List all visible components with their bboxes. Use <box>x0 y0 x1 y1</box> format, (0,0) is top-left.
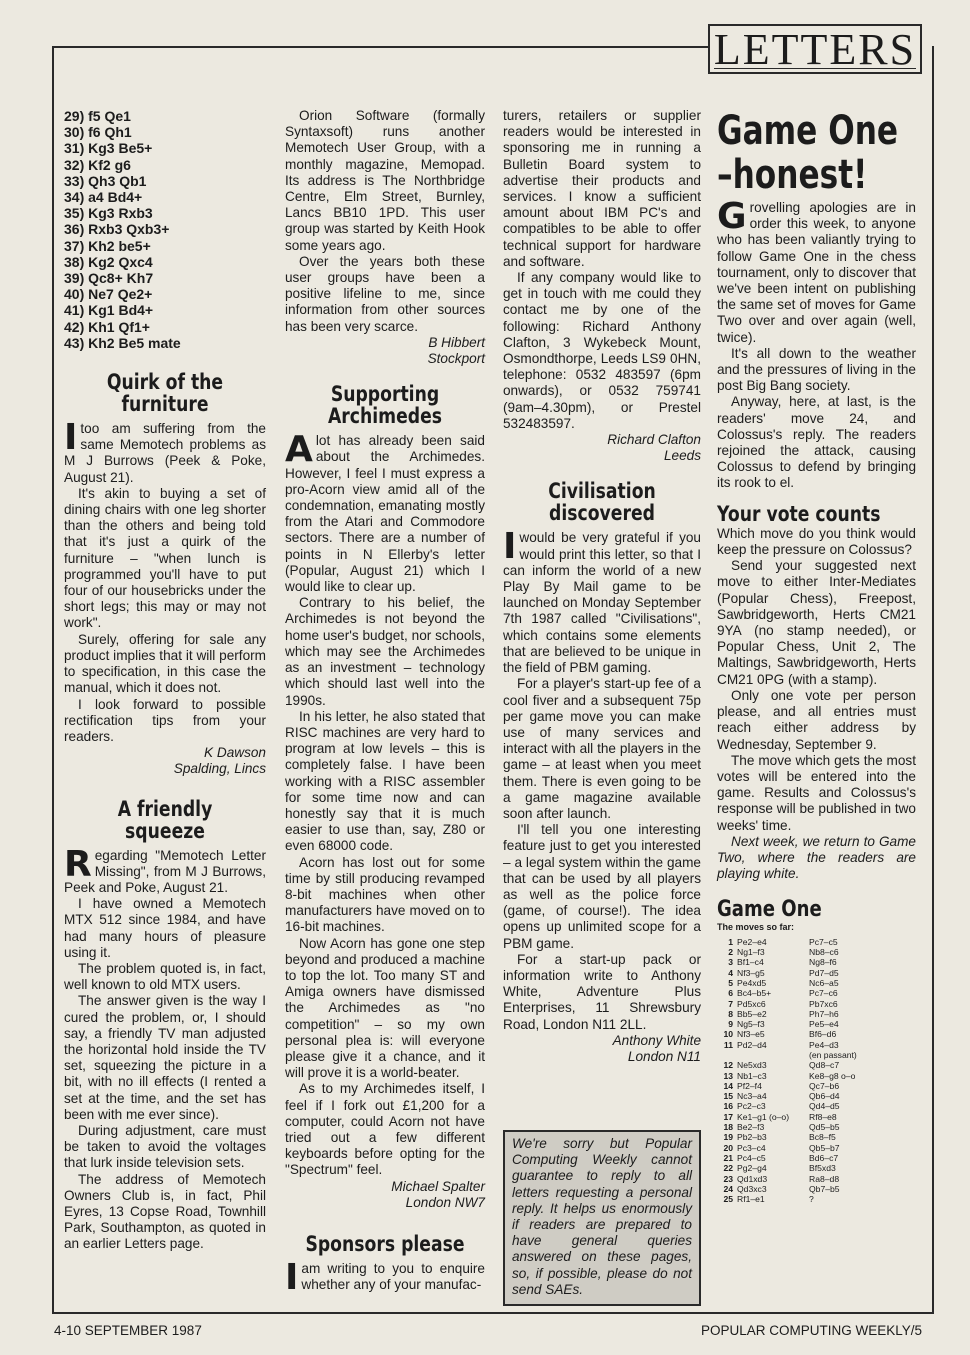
footer-publication: POPULAR COMPUTING WEEKLY/5 <box>700 1323 922 1338</box>
letter-paragraph: Over the years both these user groups have been a positive lifeline to me, since information from other sources has been very scarce. <box>285 253 485 334</box>
chess-move: 41) Kg1 Bd4+ <box>64 302 154 319</box>
move-number: 20 <box>723 1142 733 1153</box>
white-move: Pd5xc6 <box>737 998 766 1009</box>
black-move: Pe5–e4 <box>809 1019 839 1030</box>
chess-move: 33) Qh3 Qb1 <box>64 172 147 189</box>
black-move: Qc7–b6 <box>809 1080 840 1091</box>
chess-move: 37) Kh2 be5+ <box>64 237 151 254</box>
chess-move: 36) Rxb3 Qxb3+ <box>64 221 170 238</box>
white-move: Pc3–c4 <box>737 1142 766 1153</box>
column-1 <box>64 108 266 1253</box>
black-move: Qb5–b7 <box>809 1142 840 1153</box>
signature-name: Anthony White <box>612 1032 701 1048</box>
game-move-row <box>717 1143 857 1153</box>
black-move: Pd7–d5 <box>809 967 839 978</box>
black-move: Bd6–c7 <box>809 1152 839 1163</box>
game-moves-table <box>717 937 857 1205</box>
black-move: Bf5xd3 <box>809 1163 836 1174</box>
signature-place: Stockport <box>427 351 485 367</box>
white-move: Ne5xd3 <box>737 1060 767 1071</box>
drop-cap: A <box>285 429 313 471</box>
black-move: Bc8–f5 <box>809 1132 836 1143</box>
move-number <box>717 1050 737 1060</box>
signature-name: Richard Clafton <box>607 432 701 448</box>
game-moves-subtitle: The moves so far: <box>717 921 795 932</box>
move-number: 13 <box>723 1070 733 1081</box>
signature-name: B Hibbert <box>428 334 485 350</box>
letter-paragraph: Contrary to his belief, the Archimedes is not beyond the home user's budget, nor schools, which may see the Archimedes as an investment – technology which should last well into the 1990s. <box>285 595 485 708</box>
chess-move: 35) Kg3 Rxb3 <box>64 205 153 222</box>
white-move: Be2–f3 <box>737 1122 765 1133</box>
white-move: Nc3–a4 <box>737 1091 767 1102</box>
game-move-row <box>717 1101 857 1111</box>
move-number: 1 <box>728 936 733 947</box>
black-move: Pc7–c6 <box>809 988 838 999</box>
chess-moves-list <box>64 108 266 351</box>
letter-paragraph: Acorn has lost out for some time by still producing revamped 8-bit machines when other manufacturers have moved on to 16-bit machines. <box>285 854 485 935</box>
chess-move: 32) Kf2 g6 <box>64 156 131 173</box>
letter-paragraph: Alot has already been said about the Archimedes. However, I feel I must express a pro-Acorn view amid all of the condemnation, emanating mostly from the Atari and Commodore sectors. There are a number of points in N Ellerby's letter (Popular, August 21) which I would like to clear up. <box>285 429 485 595</box>
black-move: Nc6–a5 <box>809 977 839 988</box>
white-move: Bb5–e2 <box>737 1008 767 1019</box>
move-number: 18 <box>723 1122 733 1133</box>
black-move: Qd8–c7 <box>809 1060 840 1071</box>
black-move: Bf6–d6 <box>809 1029 837 1040</box>
letter-paragraph: Surely, offering for sale any product implies that it will perform to specification, in this case the manual, which it does not. <box>64 631 266 696</box>
letter-paragraph: I have owned a Memotech MTX 512 since 1984, and have had many hours of pleasure using it. <box>64 896 266 960</box>
article-paragraph: The move which gets the most votes will be entered into the game. Results and Colossus's response will be published in two weeks' time. <box>717 752 916 833</box>
letter-paragraph: Now Acorn has gone one step beyond and produced a machine to top the lot. Too many ST and Amiga owners have dismissed the Archimedes as "no competition" – so my own personal plea is: will everyone please give it a chance, and it will prove it is a world-beater. <box>285 935 485 1081</box>
drop-cap: I <box>64 417 78 459</box>
white-move: Bc4–b5+ <box>737 988 772 999</box>
letter-paragraph: During adjustment, care must be taken to avoid the voltages that lurk inside television sets. <box>64 1122 266 1171</box>
game-move-row <box>717 999 857 1009</box>
black-move: Ke8–g8 o–o <box>809 1070 856 1081</box>
chess-move: 43) Kh2 Be5 mate <box>64 334 181 351</box>
move-number: 16 <box>723 1101 733 1112</box>
game-move-row <box>717 1112 857 1122</box>
black-move: Qd4–d5 <box>809 1101 840 1112</box>
signature-name: Michael Spalter <box>391 1178 485 1194</box>
signature-place: London NW7 <box>405 1194 485 1210</box>
white-move: Pe2–e4 <box>737 936 767 947</box>
move-number: 7 <box>728 998 733 1009</box>
letter-paragraph: In his letter, he also stated that RISC machines are very hard to program at low levels – this is completely false. I have been working with a RISC assembler for some time now and can honestly say that it is much easier to use than, say, Z80 or even 68000 code. <box>285 708 485 854</box>
game-move-row <box>717 1184 857 1194</box>
white-move: Rf1–e1 <box>737 1194 765 1205</box>
letter-paragraph: As to my Archimedes itself, I feel if I fork out £1,200 for a computer, could Acorn not have tried out a few different keyboards before opting for the "Spectrum" feel. <box>285 1081 485 1178</box>
white-move: Nb1–c3 <box>737 1070 767 1081</box>
game-move-row <box>717 1029 857 1039</box>
footer-date: 4-10 SEPTEMBER 1987 <box>54 1323 202 1338</box>
white-move: Qd1xd3 <box>737 1173 768 1184</box>
game-move-row <box>717 1071 857 1081</box>
letter-paragraph: The address of Memotech Owners Club is, in fact, Phil Eyres, 13 Copse Road, Townhill Park, Southampton, as quoted in an earlier Letters page. <box>64 1171 266 1252</box>
move-number: 3 <box>728 957 733 968</box>
move-number: 9 <box>728 1019 733 1030</box>
game-move-row <box>717 957 857 967</box>
black-move: (en passant) <box>809 1050 857 1060</box>
letter-paragraph: The problem quoted is, in fact, well known to old MTX users. <box>64 960 266 993</box>
white-move: Pd2–d4 <box>737 1039 767 1050</box>
white-move <box>737 1050 809 1060</box>
section-header: LETTERS <box>708 24 922 74</box>
move-number: 19 <box>723 1132 733 1143</box>
game-moves-title: Game One <box>717 897 822 923</box>
move-number: 6 <box>728 988 733 999</box>
drop-cap: G <box>717 196 747 237</box>
move-number: 23 <box>723 1173 733 1184</box>
chess-move: 29) f5 Qe1 <box>64 108 131 124</box>
frame-top-rule <box>52 46 708 48</box>
article-paragraph: Next week, we return to Game Two, where the readers are playing white. <box>717 833 916 882</box>
black-move: Ph7–h6 <box>809 1008 839 1019</box>
white-move: Pc2–c3 <box>737 1101 766 1112</box>
letter-paragraph: For a start-up pack or information write to Anthony White, Adventure Plus Enterprises, 11 Shrewsbury Road, London N11 2LL. <box>503 951 701 1032</box>
game-move-row <box>717 1174 857 1184</box>
white-move: Pg2–g4 <box>737 1163 767 1174</box>
white-move: Ke1–g1 (o–o) <box>737 1111 790 1122</box>
letter-paragraph: Iwould be very grateful if you would print this letter, so that I can inform the world of a new Play By Mail game to be launched on Monday September 7th 1987 called "Civilisations", which contains some elements that are believed to be unique in the field of PBM gaming. <box>503 526 701 676</box>
main-headline-line2: –honest! <box>717 152 868 198</box>
white-move: Pb2–b3 <box>737 1132 767 1143</box>
letter-heading-sponsors: Sponsors please <box>305 1232 465 1256</box>
move-number: 12 <box>723 1060 733 1071</box>
move-number: 25 <box>723 1194 733 1205</box>
black-move: Qd5–b5 <box>809 1122 840 1133</box>
game-move-row <box>717 978 857 988</box>
drop-cap: I <box>285 1257 299 1298</box>
white-move: Qd3xc3 <box>737 1183 767 1194</box>
black-move: ? <box>809 1194 814 1205</box>
white-move: Nf3–g5 <box>737 967 765 978</box>
article-paragraph: Anyway, here, at last, is the readers' move 24, and Colossus's reply. The readers rejoined the attack, causing Colossus to defend by bringing its rook to el. <box>717 394 916 491</box>
column-4 <box>717 108 916 1204</box>
move-number: 22 <box>723 1163 733 1174</box>
move-number: 24 <box>723 1183 733 1194</box>
black-move: Qb7–b5 <box>809 1183 840 1194</box>
game-move-row <box>717 968 857 978</box>
chess-move: 30) f6 Qh1 <box>64 124 132 141</box>
game-move-row <box>717 937 857 947</box>
article-paragraph: Only one vote per person please, and all entries must reach either address by Wednesday, September 9. <box>717 687 916 752</box>
article-paragraph: Grovelling apologies are in order this week, to anyone who has been valiantly trying to follow Game One in the chess tournament, only to discover that we've been intent on publishing the same set of moves for Game Two over and over again (well, twice). <box>717 196 916 345</box>
letter-paragraph: For a player's start-up fee of a cool fiver and a subsequent 75p per game move you can make use of many services and interact with all the players in the game – at least when you meet them. There is even going to be a game magazine available soon after launch. <box>503 676 701 821</box>
chess-move: 40) Ne7 Qe2+ <box>64 286 153 303</box>
black-move: Ra8–d8 <box>809 1173 840 1184</box>
letter-paragraph: If any company would like to get in touch with me could they contact me by one of the following: Richard Anthony Clafton, 3 Wykebeck Mount, Osmondthorpe, Leeds LS9 0HN, telephone: 0532 483597 (6pm onwards), or 0532 759741 (9am–4.30pm), or Prestel 532483597. <box>503 270 701 431</box>
signature-place: London N11 <box>627 1048 701 1064</box>
chess-move: 38) Kg2 Qxc4 <box>64 253 153 270</box>
letter-heading-civilisation: Civilisation discovered <box>548 479 656 526</box>
signature-place: Spalding, Lincs <box>173 761 266 777</box>
article-paragraph: Which move do you think would keep the pressure on Colossus? <box>717 525 916 558</box>
letter-paragraph: Regarding "Memotech Letter Missing", from M J Burrows, Peek and Poke, August 21. <box>64 843 266 895</box>
game-move-row <box>717 1194 857 1204</box>
chess-move: 31) Kg3 Be5+ <box>64 140 153 157</box>
letter-heading-squeeze: A friendly squeeze <box>117 796 213 843</box>
move-number: 2 <box>728 947 733 958</box>
vote-heading: Your vote counts <box>717 501 881 526</box>
move-number: 8 <box>728 1008 733 1019</box>
drop-cap: I <box>503 526 517 568</box>
game-move-row <box>717 1163 857 1173</box>
letter-paragraph: Orion Software (formally Syntaxsoft) runs another Memotech User Group, with a monthly magazine, Memopad. Its address is The Northbridge Centre, Elm Street, Burnley, Lancs BB10 1PD. This user group was started by Keith Hook some years ago. <box>285 108 485 253</box>
chess-move: 39) Qc8+ Kh7 <box>64 270 154 287</box>
letter-paragraph: turers, retailers or supplier readers would be interested in sponsoring me in running a Bulletin Board system to advertise their products and services. I know a sufficient amount about IBM PC's and compatibles to be able to offer technical support for hardware and software. <box>503 108 701 269</box>
article-paragraph: It's all down to the weather and the pressures of living in the post Big Bang society. <box>717 345 916 394</box>
signature-place: Leeds <box>663 448 701 464</box>
white-move: Pc4–c5 <box>737 1152 766 1163</box>
letter-paragraph: It's akin to buying a set of dining chairs with one leg shorter than the others and being told that it's just a quirk of the furniture – "when lunch is programmed you'll have to put four of our housebricks under the short legs; this may or may not work". <box>64 485 266 631</box>
letter-paragraph: I'll tell you one interesting feature just to get you interested – a legal system within the game that can be used by all players as well as the police force (game, of course!). The idea opens up unlimited scope for a PBM game. <box>503 822 701 951</box>
game-move-row <box>717 1091 857 1101</box>
game-move-row <box>717 1040 857 1050</box>
game-move-row <box>717 1081 857 1091</box>
game-move-row <box>717 1153 857 1163</box>
move-number: 17 <box>723 1111 733 1122</box>
game-move-row <box>717 1019 857 1029</box>
letter-paragraph: Iam writing to you to enquire whether any of your manufac- <box>285 1257 485 1298</box>
column-3 <box>503 108 701 1065</box>
move-number: 5 <box>728 977 733 988</box>
white-move: Bf1–c4 <box>737 957 764 968</box>
letter-paragraph: I look forward to possible rectification tips from your readers. <box>64 696 266 744</box>
letter-paragraph: The answer given is the way I cured the problem, or, I should say, a friendly TV man adjusted the horizontal hold inside the TV set, squeezing the picture in a bit, with no ill effects (I rented a set at the time, and the set has been with me ever since). <box>64 993 266 1122</box>
white-move: Pe4xd5 <box>737 977 767 988</box>
drop-cap: R <box>64 843 92 885</box>
game-move-row <box>717 947 857 957</box>
move-number: 4 <box>728 967 733 978</box>
signature-name: K Dawson <box>204 745 266 761</box>
main-headline-line1: Game One <box>717 108 899 154</box>
column-2 <box>285 108 485 1298</box>
game-move-row <box>717 1050 857 1060</box>
move-number: 11 <box>723 1039 733 1050</box>
letter-heading-archimedes: Supporting Archimedes <box>327 382 443 429</box>
chess-move: 42) Kh1 Qf1+ <box>64 318 150 335</box>
black-move: Nb8–c6 <box>809 947 839 958</box>
white-move: Nf3–e5 <box>737 1029 765 1040</box>
chess-move: 34) a4 Bd4+ <box>64 189 143 206</box>
game-move-row <box>717 1122 857 1132</box>
white-move: Pf2–f4 <box>737 1080 762 1091</box>
black-move: Pb7xc6 <box>809 998 838 1009</box>
white-move: Ng5–f3 <box>737 1019 765 1030</box>
black-move: Qb6–d4 <box>809 1091 840 1102</box>
game-moves-panel <box>717 897 916 1205</box>
white-move: Ng1–f3 <box>737 947 765 958</box>
black-move: Rf8–e8 <box>809 1111 837 1122</box>
move-number: 15 <box>723 1091 733 1102</box>
game-move-row <box>717 1009 857 1019</box>
letter-heading-quirk: Quirk of the furniture <box>106 370 224 417</box>
move-number: 21 <box>723 1152 733 1163</box>
move-number: 10 <box>723 1029 733 1040</box>
editorial-notice-box: We're sorry but Popular Computing Weekly cannot guarantee to reply to all letters requesting a personal reply. It helps us enormously if readers are prepared to have general queries answered on these pages, so, if possible, please do not send SAEs. <box>503 1130 701 1306</box>
game-move-row <box>717 988 857 998</box>
letter-paragraph: Itoo am suffering from the same Memotech problems as M J Burrows (Peek & Poke, August 21). <box>64 417 266 485</box>
game-move-row <box>717 1060 857 1070</box>
black-move: Pc7–c5 <box>809 936 838 947</box>
game-move-row <box>717 1132 857 1142</box>
move-number: 14 <box>723 1080 733 1091</box>
black-move: Pe4–d3 <box>809 1039 839 1050</box>
black-move: Ng8–f6 <box>809 957 837 968</box>
article-paragraph: Send your suggested next move to either Inter-Mediates (Popular Chess), Freepost, Sawbridgeworth, Herts CM21 9YA (no stamp needed), or Popular Chess, Unit 2, The Maltings, Sawbridgeworth, Herts CM21 0PG (with a stamp). <box>717 558 916 687</box>
